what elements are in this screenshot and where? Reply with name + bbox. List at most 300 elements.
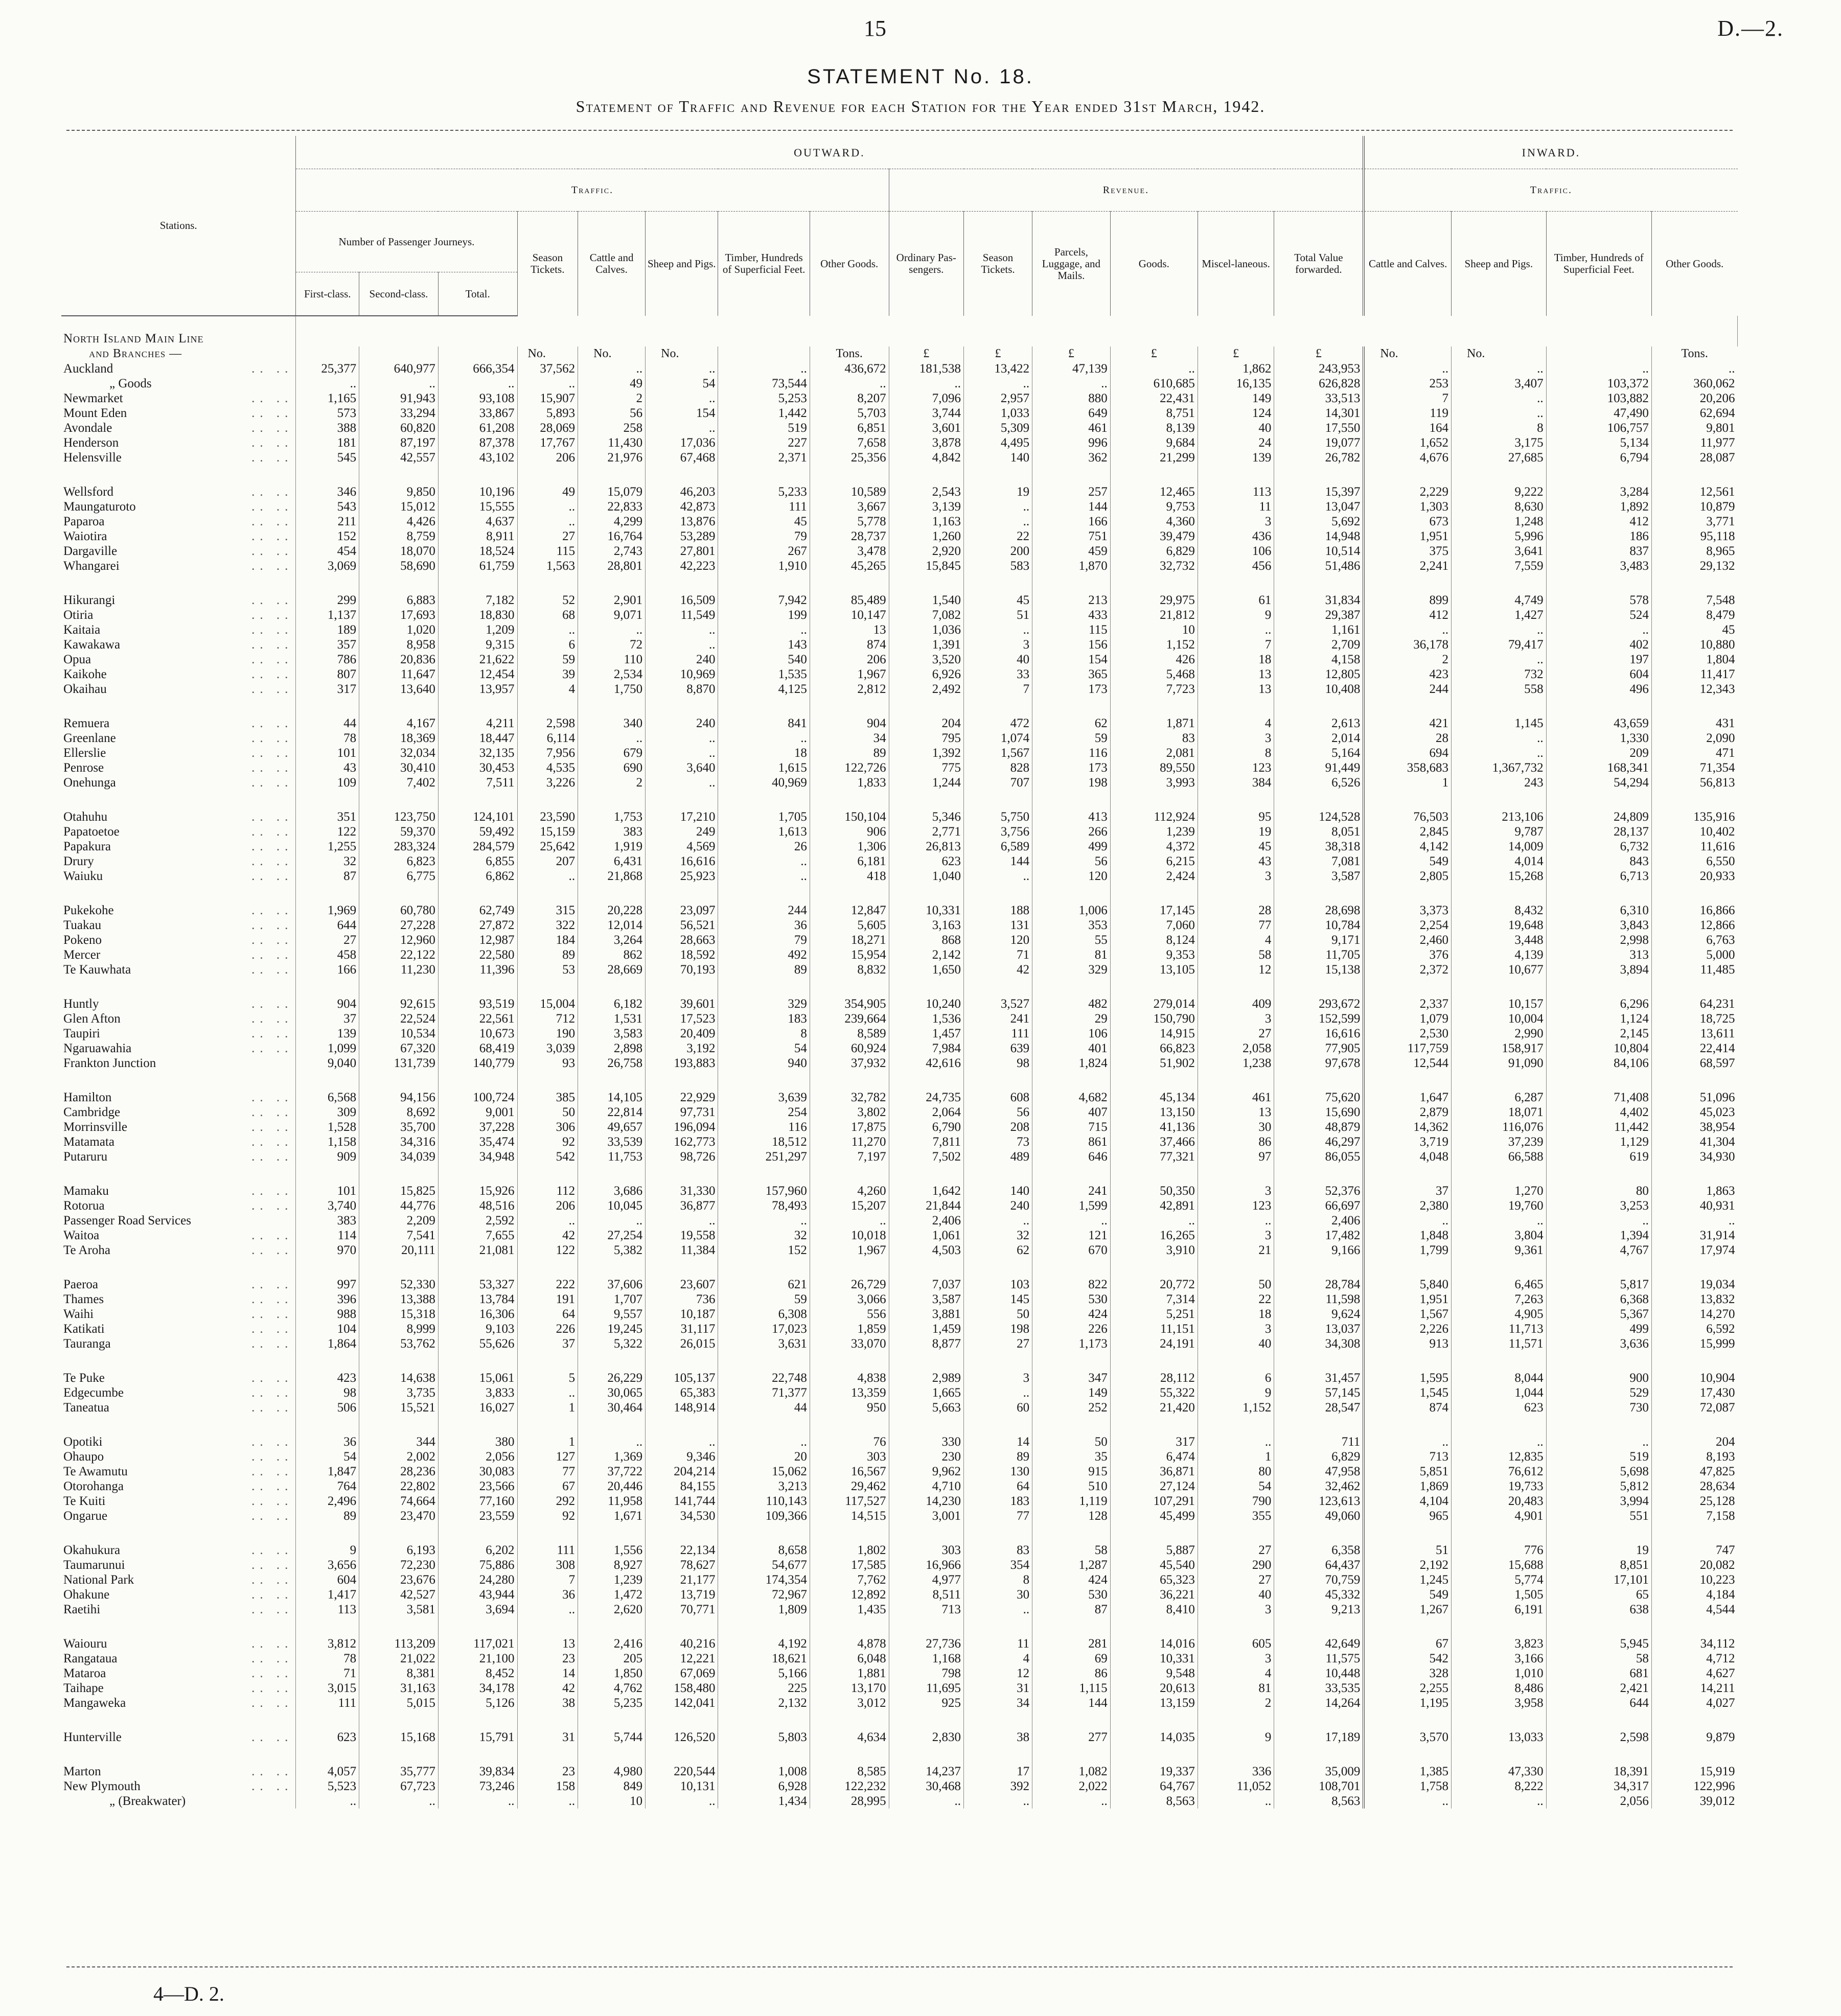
station-name: Opua	[63, 652, 91, 666]
value-cell: 14	[964, 1415, 1032, 1449]
value-cell: 3,719	[1364, 1134, 1451, 1149]
value-cell: 156	[1032, 637, 1111, 652]
value-cell: 8,870	[646, 682, 718, 697]
value-cell: 56	[578, 406, 646, 421]
value-cell: 3	[1198, 731, 1274, 746]
value-cell: 17,145	[1110, 884, 1198, 918]
station-name: Wellsford	[63, 484, 113, 499]
value-cell: 77	[517, 1464, 578, 1479]
value-cell: 34,178	[438, 1681, 517, 1696]
value-cell: 786	[296, 652, 359, 667]
value-cell: 1,036	[889, 622, 963, 637]
station-cell	[61, 977, 296, 1011]
value-cell: 1,006	[1032, 884, 1111, 918]
value-cell: 117,527	[810, 1494, 889, 1509]
value-cell: 28,784	[1274, 1258, 1364, 1292]
value-cell: 9,753	[1110, 499, 1198, 514]
value-cell: 8,759	[359, 529, 439, 544]
value-cell: 35	[1032, 1449, 1111, 1464]
station-cell	[61, 933, 296, 947]
station-cell	[61, 1400, 296, 1415]
value-cell: 2,142	[889, 947, 963, 962]
value-cell: 621	[718, 1258, 810, 1292]
value-cell: 4,544	[1706, 1602, 1735, 1616]
value-cell: 3,253	[1546, 1198, 1651, 1213]
value-cell: 6,431	[578, 854, 646, 869]
value-cell: 42	[517, 1681, 578, 1696]
value-cell: 11,598	[1274, 1292, 1364, 1307]
value-cell: 3	[1198, 1228, 1274, 1243]
station-cell	[61, 1336, 296, 1351]
value-cell: 530	[1032, 1292, 1111, 1307]
station-cell	[61, 406, 296, 421]
station-cell	[61, 746, 296, 760]
value-cell: 124,101	[438, 790, 517, 824]
value-cell: 2,192	[1364, 1558, 1451, 1572]
value-cell: 3,587	[1274, 869, 1364, 884]
inward-header: INWARD.	[1364, 136, 1737, 169]
station-cell	[61, 1292, 296, 1307]
value-cell: 59	[1032, 731, 1111, 746]
value-cell: 32,732	[1110, 559, 1198, 573]
value-cell: 30,083	[438, 1464, 517, 1479]
value-cell: 5,663	[889, 1400, 963, 1415]
value-cell: 28,669	[578, 962, 646, 977]
value-cell: 71	[296, 1666, 359, 1681]
value-cell: 20,836	[359, 652, 439, 667]
value-cell: 198	[1032, 775, 1111, 790]
value-cell: 7,956	[517, 746, 578, 760]
value-cell: 79,417	[1452, 637, 1547, 652]
value-cell: 17,767	[517, 435, 578, 450]
value-cell: 27,872	[438, 918, 517, 933]
value-cell: 4,057	[296, 1745, 359, 1779]
table-row	[61, 622, 1738, 637]
value-cell: 344	[359, 1415, 439, 1449]
value-cell: 58,690	[359, 559, 439, 573]
value-cell: 42,616	[889, 1056, 963, 1071]
value-cell: 666,354	[438, 361, 517, 376]
value-cell: 189	[296, 622, 359, 637]
value-cell: 14,915	[1110, 1026, 1198, 1041]
value-cell: 8,432	[1452, 884, 1547, 918]
value-cell: 42,223	[646, 559, 718, 573]
value-cell: 3,587	[889, 1292, 963, 1307]
value-cell: 277	[1032, 1710, 1111, 1745]
value-cell: 14,016	[1110, 1617, 1198, 1651]
value-cell: 199	[718, 608, 810, 622]
leader-dots: .. ..	[251, 1307, 293, 1321]
station-name: „ (Breakwater)	[109, 1794, 186, 1808]
value-cell: 604	[296, 1572, 359, 1587]
value-cell: 4	[964, 1651, 1032, 1666]
value-cell: 9,315	[438, 637, 517, 652]
value-cell: 524	[1546, 608, 1651, 622]
value-cell: 89	[718, 962, 810, 977]
value-cell: 51	[1364, 1523, 1451, 1558]
value-cell: 37,722	[578, 1464, 646, 1479]
unit-cell: Tons.	[810, 346, 889, 361]
table-row	[61, 1617, 1738, 1651]
value-cell: 1,239	[1110, 824, 1198, 839]
table-row	[61, 1149, 1738, 1164]
value-cell: 54	[296, 1449, 359, 1464]
table-row	[61, 869, 1738, 884]
value-cell: 22,414	[1699, 1041, 1735, 1055]
value-cell: ..	[1198, 1213, 1274, 1228]
value-cell: 4	[1198, 933, 1274, 947]
value-cell: 22,814	[578, 1105, 646, 1120]
value-cell: 87	[1032, 1602, 1111, 1617]
leader-dots: .. ..	[251, 1494, 293, 1508]
value-cell: 79	[718, 933, 810, 947]
value-cell: 53	[517, 962, 578, 977]
value-cell: 17,693	[359, 608, 439, 622]
value-cell: 50	[517, 1105, 578, 1120]
value-cell: 16,027	[438, 1400, 517, 1415]
value-cell: 10,131	[646, 1779, 718, 1794]
value-cell: 251,297	[718, 1149, 810, 1164]
value-cell: 11,396	[438, 962, 517, 977]
value-cell: ..	[1452, 1415, 1547, 1449]
value-cell: 28,737	[810, 529, 889, 544]
value-cell: 74,664	[359, 1494, 439, 1509]
inward-timber-header: Timber, Hundreds of Superficial Feet.	[1546, 212, 1651, 316]
value-cell: 1,528	[296, 1120, 359, 1134]
value-cell: 8,965	[1706, 544, 1735, 558]
value-cell: 120	[964, 933, 1032, 947]
value-cell: 13,422	[964, 361, 1032, 376]
value-cell: 47,958	[1274, 1464, 1364, 1479]
station-name: New Plymouth	[63, 1779, 141, 1793]
station-name: Tuakau	[63, 918, 102, 932]
value-cell: 10	[578, 1794, 646, 1809]
station-name: Te Awamutu	[63, 1464, 128, 1478]
value-cell: 4,158	[1274, 652, 1364, 667]
station-cell	[61, 608, 296, 622]
value-cell: 8,692	[359, 1105, 439, 1120]
station-name: Taneatua	[63, 1400, 109, 1415]
station-name: Opotiki	[63, 1434, 103, 1449]
value-cell: 454	[296, 544, 359, 559]
value-cell: 30	[1198, 1120, 1274, 1134]
leader-dots: .. ..	[251, 1558, 293, 1572]
value-cell: 6,883	[359, 573, 439, 608]
value-cell: 244	[718, 884, 810, 918]
value-cell: 8,751	[1110, 406, 1198, 421]
value-cell: 4	[517, 682, 578, 697]
table-row	[61, 1696, 1738, 1710]
value-cell: 1,260	[889, 529, 963, 544]
value-cell: ..	[517, 1385, 578, 1400]
station-cell	[61, 1011, 296, 1026]
value-cell: 880	[1032, 391, 1111, 406]
value-cell: 3,631	[718, 1336, 810, 1351]
value-cell: ..	[1452, 406, 1547, 421]
value-cell: 50	[964, 1307, 1032, 1322]
station-cell	[61, 918, 296, 933]
value-cell: 5,322	[578, 1336, 646, 1351]
value-cell: 36	[718, 918, 810, 933]
value-cell: 115	[517, 544, 578, 559]
station-name: Putaruru	[63, 1149, 108, 1164]
value-cell: 15,521	[359, 1400, 439, 1415]
value-cell: ..	[964, 622, 1032, 637]
table-row	[61, 1400, 1738, 1415]
station-cell	[61, 1464, 296, 1479]
value-cell: 3,833	[438, 1385, 517, 1400]
value-cell: ..	[646, 1794, 718, 1809]
value-cell: 26,758	[578, 1056, 646, 1071]
value-cell: 355	[1198, 1509, 1274, 1523]
value-cell: 1,161	[1274, 622, 1364, 637]
value-cell: 776	[1452, 1523, 1547, 1558]
value-cell: 2,592	[438, 1213, 517, 1228]
value-cell: 14,948	[1274, 529, 1364, 544]
value-cell: 9,361	[1452, 1243, 1547, 1258]
value-cell: 40,931	[1699, 1198, 1735, 1213]
value-cell: 31	[964, 1681, 1032, 1696]
value-cell: 54	[718, 1041, 810, 1056]
value-cell: 365	[1032, 667, 1111, 682]
value-cell: 6,829	[1110, 544, 1198, 559]
value-cell: 7	[1364, 391, 1451, 406]
value-cell: 2,416	[578, 1617, 646, 1651]
value-cell: 204	[1716, 1434, 1735, 1449]
value-cell: 2,534	[578, 667, 646, 682]
value-cell: 267	[718, 544, 810, 559]
value-cell: 72,230	[359, 1558, 439, 1572]
value-cell: 40	[1198, 421, 1274, 435]
value-cell: ..	[646, 637, 718, 652]
value-cell: 13,832	[1699, 1292, 1735, 1306]
value-cell: 14,009	[1452, 839, 1547, 854]
value-cell: 3,570	[1364, 1710, 1451, 1745]
value-cell: 106	[1032, 1026, 1111, 1041]
station-cell	[61, 1258, 296, 1292]
value-cell: 17,550	[1274, 421, 1364, 435]
value-cell: 6,474	[1110, 1449, 1198, 1464]
table-row	[61, 1509, 1738, 1523]
value-cell: 40,969	[718, 775, 810, 790]
value-cell: 506	[296, 1400, 359, 1415]
value-cell: 281	[1032, 1617, 1111, 1651]
value-cell: 4,142	[1364, 839, 1451, 854]
value-cell: 2	[578, 391, 646, 406]
unit-cell: No.	[1364, 346, 1451, 361]
value-cell: 158,917	[1452, 1041, 1547, 1056]
value-cell: 123,750	[359, 790, 439, 824]
value-cell: 38,954	[1699, 1120, 1735, 1134]
value-cell: 123	[1198, 760, 1274, 775]
value-cell: 45	[718, 514, 810, 529]
value-cell: 530	[1032, 1587, 1111, 1602]
value-cell: 69	[1032, 1651, 1111, 1666]
leader-dots: .. ..	[251, 499, 293, 514]
table-row	[61, 1134, 1738, 1149]
value-cell: 9,222	[1452, 465, 1547, 499]
value-cell: 9,071	[578, 608, 646, 622]
value-cell: ..	[718, 731, 810, 746]
station-name: Taumarunui	[63, 1558, 125, 1572]
value-cell: 1,330	[1546, 731, 1651, 746]
value-cell: 35,009	[1274, 1745, 1364, 1779]
ordinary-passengers-header: Ordinary Pas-sengers.	[889, 212, 963, 316]
value-cell: 2,901	[578, 573, 646, 608]
value-cell: 5,692	[1274, 514, 1364, 529]
station-cell	[61, 775, 296, 790]
value-cell: 23,566	[438, 1479, 517, 1494]
inward-other-goods-header: Other Goods.	[1666, 257, 1724, 270]
value-cell: 31,163	[359, 1681, 439, 1696]
value-cell: 12,805	[1274, 667, 1364, 682]
value-cell: ..	[810, 376, 889, 391]
value-cell: 17,482	[1274, 1228, 1364, 1243]
value-cell: 62	[1032, 697, 1111, 731]
value-cell: 2,990	[1452, 1026, 1547, 1041]
value-cell: 4,104	[1364, 1494, 1451, 1509]
value-cell: 16,135	[1198, 376, 1274, 391]
station-name: Waihi	[63, 1307, 94, 1321]
leader-dots: .. ..	[251, 1572, 293, 1587]
value-cell: 22,802	[359, 1479, 439, 1494]
value-cell: 64	[517, 1307, 578, 1322]
value-cell: 9,879	[1706, 1730, 1735, 1744]
unit-cell	[438, 346, 517, 361]
value-cell: 67,723	[359, 1779, 439, 1794]
leader-dots: .. ..	[251, 1449, 293, 1464]
value-cell: 5,164	[1274, 746, 1364, 760]
value-cell: 707	[964, 775, 1032, 790]
value-cell: 92,615	[359, 977, 439, 1011]
value-cell: 1,152	[1198, 1400, 1274, 1415]
value-cell: 21,100	[438, 1651, 517, 1666]
value-cell: 1,270	[1452, 1164, 1547, 1198]
value-cell: 42	[517, 1228, 578, 1243]
value-cell: 2,255	[1364, 1681, 1451, 1696]
value-cell: 4,260	[810, 1164, 889, 1198]
value-cell: 13	[1198, 682, 1274, 697]
station-name: „ Goods	[109, 376, 152, 390]
value-cell: 424	[1032, 1307, 1111, 1322]
table-row	[61, 1071, 1738, 1105]
leader-dots: .. ..	[251, 1696, 293, 1710]
value-cell: 11,052	[1198, 1779, 1274, 1794]
value-cell: 124	[1198, 406, 1274, 421]
table-row	[61, 1415, 1738, 1449]
value-cell: 3,581	[359, 1602, 439, 1617]
table-row	[61, 1587, 1738, 1602]
value-cell: 75,620	[1274, 1071, 1364, 1105]
value-cell: 5,774	[1452, 1572, 1547, 1587]
value-cell: 35,700	[359, 1120, 439, 1134]
leader-dots: .. ..	[251, 1666, 293, 1680]
value-cell: 65,323	[1110, 1572, 1198, 1587]
value-cell: 5,251	[1110, 1307, 1198, 1322]
station-cell	[61, 1479, 296, 1494]
station-cell	[61, 376, 296, 391]
value-cell: 11,753	[578, 1149, 646, 1164]
station-name: Cambridge	[63, 1105, 121, 1119]
value-cell: 315	[517, 884, 578, 918]
value-cell: 1,540	[889, 573, 963, 608]
value-cell: 198	[964, 1322, 1032, 1336]
value-cell: 36	[517, 1587, 578, 1602]
value-cell: 95,118	[1700, 529, 1735, 543]
value-cell: 21,976	[578, 450, 646, 465]
value-cell: 1,137	[296, 608, 359, 622]
value-cell: 67	[517, 1479, 578, 1494]
value-cell: 2,543	[889, 465, 963, 499]
value-cell: 77,321	[1110, 1149, 1198, 1164]
value-cell: ..	[718, 361, 810, 376]
value-cell: 15,168	[359, 1710, 439, 1745]
value-cell: 6,114	[517, 731, 578, 746]
value-cell: 8,511	[889, 1587, 963, 1602]
station-name: National Park	[63, 1572, 134, 1587]
value-cell: 72,967	[718, 1587, 810, 1602]
value-cell: 20	[718, 1449, 810, 1464]
value-cell: 3,407	[1452, 376, 1547, 391]
value-cell: 16,616	[646, 854, 718, 869]
value-cell: 3	[1198, 1602, 1274, 1617]
document-code: D.—2.	[1717, 16, 1784, 41]
station-name: Okaihau	[63, 682, 107, 696]
value-cell: 13,033	[1452, 1710, 1547, 1745]
value-cell: 3,667	[810, 499, 889, 514]
value-cell: 38,318	[1274, 839, 1364, 854]
leader-dots: .. ..	[251, 731, 293, 745]
value-cell: 8,207	[810, 391, 889, 406]
value-cell: ..	[1452, 1794, 1547, 1809]
value-cell: 117,021	[438, 1617, 517, 1651]
value-cell: 10,004	[1452, 1011, 1547, 1026]
value-cell: 29,132	[1699, 559, 1735, 573]
value-cell: 33,070	[810, 1336, 889, 1351]
value-cell: 28,137	[1546, 824, 1651, 839]
leader-dots: .. ..	[251, 809, 293, 824]
value-cell: 32,135	[438, 746, 517, 760]
value-cell: 49	[517, 465, 578, 499]
value-cell: 2,254	[1364, 918, 1451, 933]
value-cell: 489	[964, 1149, 1032, 1164]
value-cell: 32	[718, 1228, 810, 1243]
value-cell: ..	[517, 376, 578, 391]
station-name: Thames	[63, 1292, 104, 1306]
value-cell: 1,303	[1364, 499, 1451, 514]
value-cell: 12,892	[810, 1587, 889, 1602]
value-cell: 14,230	[889, 1494, 963, 1509]
value-cell: 6,829	[1274, 1449, 1364, 1464]
value-cell: 60,820	[359, 421, 439, 435]
value-cell: 86,055	[1274, 1149, 1364, 1164]
value-cell: 64,437	[1274, 1558, 1364, 1572]
value-cell: 21,844	[889, 1198, 963, 1213]
leader-dots: .. ..	[251, 1228, 293, 1242]
value-cell: 205	[578, 1651, 646, 1666]
value-cell: 168,341	[1546, 760, 1651, 775]
value-cell: 360,062	[1693, 376, 1735, 390]
value-cell: 55,322	[1110, 1385, 1198, 1400]
station-name: Henderson	[63, 435, 119, 450]
statement-table-wrap	[61, 136, 1738, 1809]
table-row	[61, 1258, 1738, 1292]
station-name: Paparoa	[63, 514, 105, 528]
value-cell: 39,601	[646, 977, 718, 1011]
value-cell: 13	[810, 622, 889, 637]
value-cell: 7,096	[889, 391, 963, 406]
value-cell: 20,446	[578, 1479, 646, 1494]
